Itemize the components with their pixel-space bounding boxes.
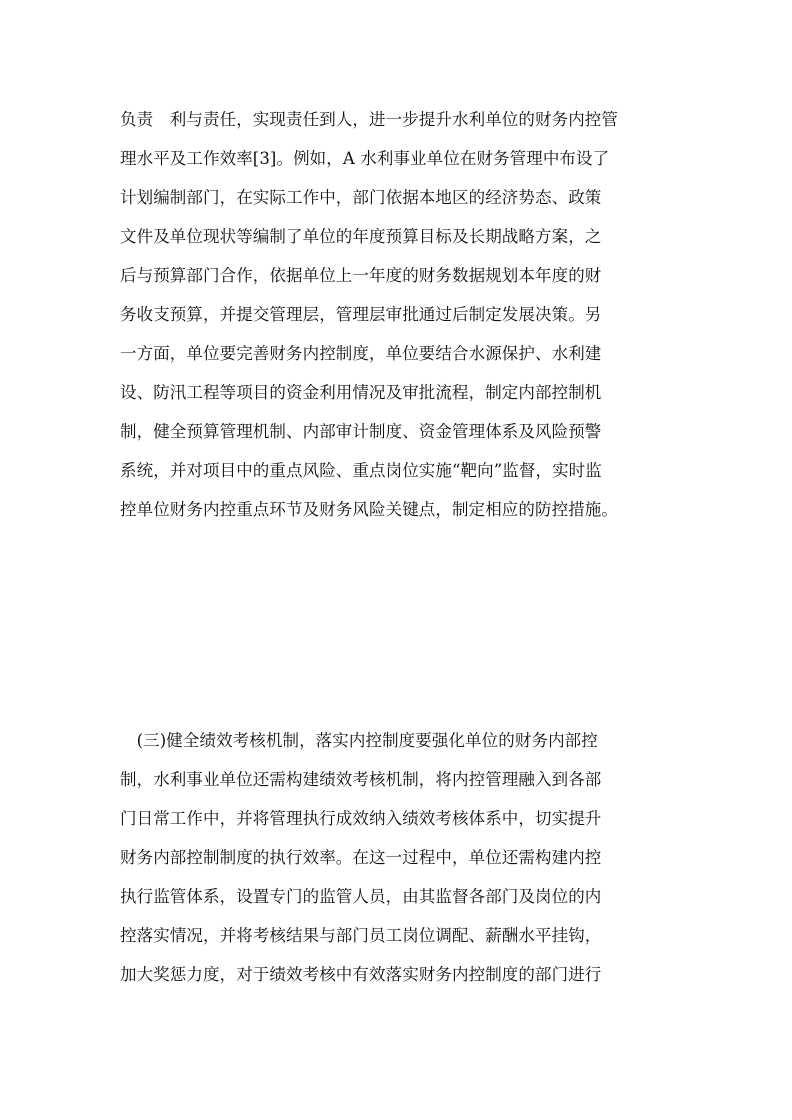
text-line: 门日常工作中，并将管理执行成效纳入绩效考核体系中，切实提升 (120, 809, 602, 828)
text-line: 制，健全预算管理机制、内部审计制度、资金管理体系及风险预警 (120, 422, 602, 441)
text-line: 设、防汛工程等项目的资金利用情况及审批流程，制定内部控制机 (120, 383, 602, 402)
text-line: 加大奖惩力度，对于绩效考核中有效落实财务内控制度的部门进行 (120, 965, 602, 984)
text-line: 后与预算部门合作，依据单位上一年度的财务数据规划本年度的财 (120, 266, 602, 285)
text-line: 负责 利与责任，实现责任到人，进一步提升水利单位的财务内控管 (120, 110, 618, 129)
section-heading-line: (三)健全绩效考核机制，落实内控制度要强化单位的财务内部控 (120, 731, 598, 750)
text-line: 一方面，单位要完善财务内控制度，单位要结合水源保护、水利建 (120, 344, 602, 363)
text-line: 系统，并对项目中的重点风险、重点岗位实施“靶向”监督，实时监 (120, 461, 602, 480)
text-line: 计划编制部门，在实际工作中，部门依据本地区的经济势态、政策 (120, 188, 602, 207)
text-line: 文件及单位现状等编制了单位的年度预算目标及长期战略方案，之 (120, 227, 602, 246)
text-line: 控单位财务内控重点环节及财务风险关键点，制定相应的防控措施。 (120, 500, 618, 519)
text-line: 制，水利事业单位还需构建绩效考核机制，将内控管理融入到各部 (120, 770, 602, 789)
text-line: 执行监管体系，设置专门的监管人员，由其监督各部门及岗位的内 (120, 887, 602, 906)
body-paragraph-1 (120, 100, 680, 529)
text-line: 理水平及工作效率[3]。例如，A 水利事业单位在财务管理中布设了 (120, 149, 610, 168)
body-paragraph-2 (120, 721, 680, 994)
text-line: 控落实情况，并将考核结果与部门员工岗位调配、薪酬水平挂钩， (120, 926, 602, 945)
text-line: 务收支预算，并提交管理层，管理层审批通过后制定发展决策。另 (120, 305, 602, 324)
text-line: 财务内部控制制度的执行效率。在这一过程中，单位还需构建内控 (120, 848, 602, 867)
